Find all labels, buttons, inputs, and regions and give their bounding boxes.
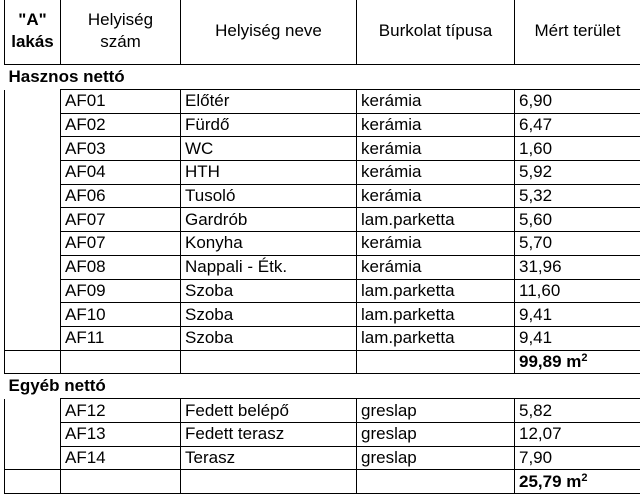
apartment-cell — [5, 303, 61, 327]
area-cell: 12,07 — [515, 422, 640, 446]
room-name-cell: Nappali - Étk. — [181, 255, 357, 279]
room-name-cell: Gardrób — [181, 208, 357, 232]
apartment-cell — [5, 161, 61, 185]
total-empty-cell — [357, 470, 515, 494]
apartment-cell — [5, 279, 61, 303]
room-code-cell: AF09 — [61, 279, 181, 303]
area-cell: 11,60 — [515, 279, 640, 303]
section-title-row — [5, 374, 640, 399]
floor-type-cell: kerámia — [357, 255, 515, 279]
room-code-cell: AF13 — [61, 422, 181, 446]
section-title-row — [5, 65, 640, 90]
floor-type-cell: greslap — [357, 446, 515, 470]
section-total-value: 25,79 m — [519, 472, 581, 491]
room-code-cell: AF04 — [61, 161, 181, 185]
table-row — [5, 90, 640, 114]
table-row — [5, 399, 640, 423]
area-cell: 6,47 — [515, 113, 640, 137]
table-row — [5, 255, 640, 279]
area-cell: 5,92 — [515, 161, 640, 185]
room-code-cell: AF14 — [61, 446, 181, 470]
table-row — [5, 137, 640, 161]
room-name-cell: Szoba — [181, 303, 357, 327]
table-row — [5, 208, 640, 232]
floor-type-cell: lam.parketta — [357, 279, 515, 303]
apartment-cell — [5, 446, 61, 470]
apartment-cell — [5, 90, 61, 114]
floor-type-header: Burkolat típusa — [357, 0, 515, 65]
area-cell: 7,90 — [515, 446, 640, 470]
area-cell: 5,82 — [515, 399, 640, 423]
room-area-table — [4, 0, 640, 494]
floor-type-cell: kerámia — [357, 184, 515, 208]
table-row — [5, 184, 640, 208]
table-row — [5, 279, 640, 303]
apartment-cell — [5, 184, 61, 208]
section-title: Egyéb nettó — [5, 374, 640, 399]
section-title: Hasznos nettó — [5, 65, 640, 90]
room-name-cell: Előtér — [181, 90, 357, 114]
room-code-cell: AF12 — [61, 399, 181, 423]
floor-type-cell: lam.parketta — [357, 303, 515, 327]
table-row — [5, 446, 640, 470]
total-empty-cell — [181, 350, 357, 374]
section-total-area — [515, 470, 640, 494]
area-cell: 5,70 — [515, 232, 640, 256]
measured-area-header: Mért terület — [515, 0, 640, 65]
room-area-table-body — [5, 0, 640, 494]
room-code-cell: AF03 — [61, 137, 181, 161]
room-code-cell: AF11 — [61, 326, 181, 350]
floor-type-cell: greslap — [357, 422, 515, 446]
area-unit-exponent: 2 — [581, 472, 587, 484]
floor-type-cell: lam.parketta — [357, 208, 515, 232]
room-name-cell: Szoba — [181, 279, 357, 303]
floor-type-cell: kerámia — [357, 90, 515, 114]
table-row — [5, 232, 640, 256]
section-total-value: 99,89 m — [519, 352, 581, 371]
apartment-cell — [5, 113, 61, 137]
apartment-cell — [5, 422, 61, 446]
total-empty-cell — [357, 350, 515, 374]
room-name-header: Helyiség neve — [181, 0, 357, 65]
area-cell: 5,32 — [515, 184, 640, 208]
total-empty-cell — [5, 350, 61, 374]
area-cell: 9,41 — [515, 326, 640, 350]
room-code-cell: AF07 — [61, 232, 181, 256]
room-name-cell: Szoba — [181, 326, 357, 350]
floor-type-cell: kerámia — [357, 161, 515, 185]
apartment-cell — [5, 137, 61, 161]
apartment-header: "A" lakás — [5, 0, 61, 65]
room-code-cell: AF08 — [61, 255, 181, 279]
apartment-cell — [5, 208, 61, 232]
total-empty-cell — [61, 470, 181, 494]
table-row — [5, 422, 640, 446]
table-row — [5, 326, 640, 350]
total-empty-cell — [5, 470, 61, 494]
room-code-cell: AF07 — [61, 208, 181, 232]
floor-type-cell: kerámia — [357, 113, 515, 137]
area-cell: 6,90 — [515, 90, 640, 114]
room-name-cell: Fedett terasz — [181, 422, 357, 446]
room-name-cell: Fedett belépő — [181, 399, 357, 423]
area-cell: 31,96 — [515, 255, 640, 279]
total-empty-cell — [181, 470, 357, 494]
room-code-cell: AF01 — [61, 90, 181, 114]
total-empty-cell — [61, 350, 181, 374]
room-name-cell: HTH — [181, 161, 357, 185]
section-total-area — [515, 350, 640, 374]
area-unit-exponent: 2 — [581, 352, 587, 364]
area-cell: 1,60 — [515, 137, 640, 161]
floor-type-cell: greslap — [357, 399, 515, 423]
table-row — [5, 113, 640, 137]
floor-type-cell: kerámia — [357, 232, 515, 256]
table-row — [5, 161, 640, 185]
room-code-cell: AF10 — [61, 303, 181, 327]
table-header-row — [5, 0, 640, 65]
room-name-cell: Fürdő — [181, 113, 357, 137]
floor-type-cell: kerámia — [357, 137, 515, 161]
apartment-cell — [5, 326, 61, 350]
room-name-cell: Terasz — [181, 446, 357, 470]
section-total-row — [5, 470, 640, 494]
area-cell: 9,41 — [515, 303, 640, 327]
section-total-row — [5, 350, 640, 374]
apartment-cell — [5, 232, 61, 256]
area-cell: 5,60 — [515, 208, 640, 232]
room-name-cell: Konyha — [181, 232, 357, 256]
apartment-cell — [5, 255, 61, 279]
room-name-cell: WC — [181, 137, 357, 161]
room-number-header: Helyiség szám — [61, 0, 181, 65]
room-name-cell: Tusoló — [181, 184, 357, 208]
room-code-cell: AF02 — [61, 113, 181, 137]
table-row — [5, 303, 640, 327]
apartment-cell — [5, 399, 61, 423]
room-code-cell: AF06 — [61, 184, 181, 208]
floor-type-cell: lam.parketta — [357, 326, 515, 350]
